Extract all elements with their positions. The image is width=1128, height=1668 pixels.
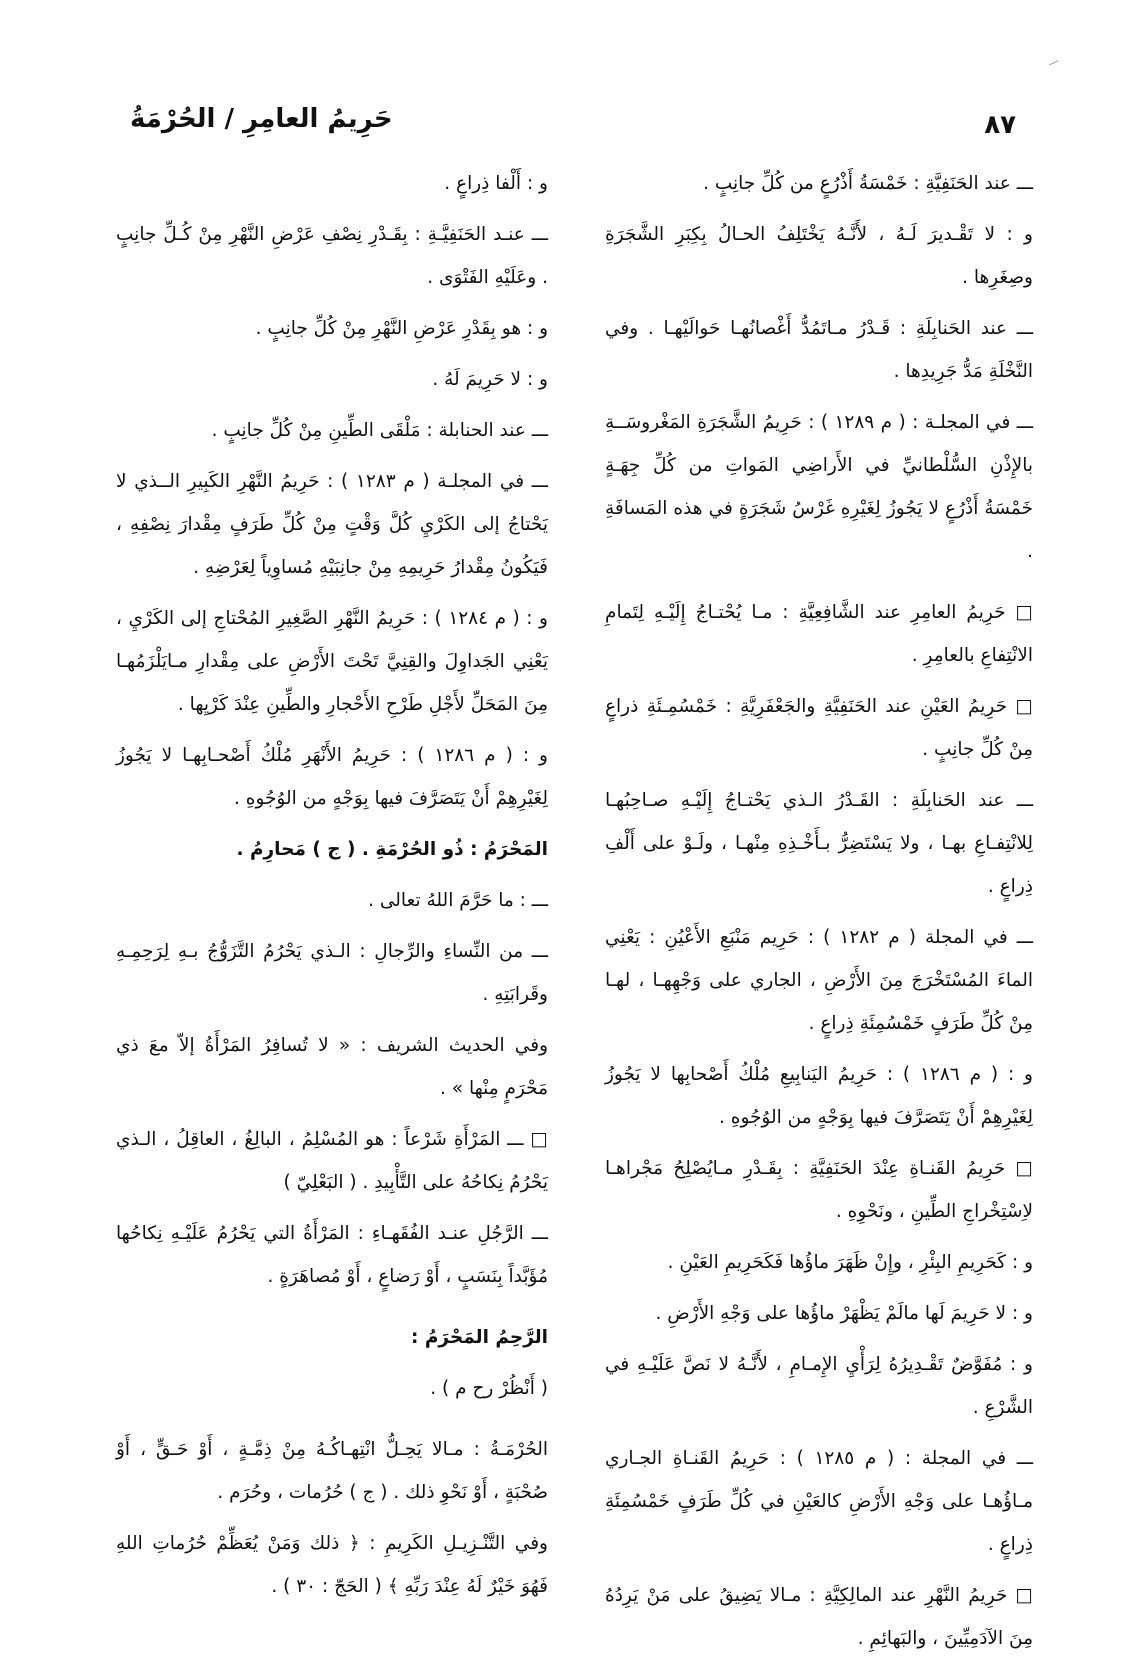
entry-line: ـــ عند الحَنابِلَةِ : القَـدْرُ الـذي يَحْتـاجُ إِلَيْـهِ صـاحِبُهـا لِلانْتِفـاعِ بهـا ، ولا يَسْتَضِرُّ بـأَخْـذِهِ مِنْهـا ، ولَـوْ على أَلْفِ ذِراعٍ . <box>605 790 1033 897</box>
entry-line: ـــ عنـد الحَنَفِيَّـةِ : بِقَـدْرِ نِصْفِ عَرْضِ النَّهْرِ مِنْ كُـلِّ جانِبٍ . وعَلَيْهِ الفَتْوَى . <box>116 224 548 288</box>
left-column <box>116 162 548 1616</box>
entry-line: ـــ من النِّساءِ والرِّجالِ : الـذي يَحْرُمُ التَّزَوُّجُ بـهِ لِرَحِمِـهِ وقَرابَتِهِ . <box>116 941 548 1005</box>
headword-mahram: المَحْرَمُ : ذُو الحُرْمَةِ . ( ج ) مَحارِمُ . <box>236 839 548 860</box>
entry-line: ـــ عند الحنابلة : مَلْقَى الطِّينِ مِنْ كُلِّ جانِبٍ . <box>211 420 548 441</box>
headword-entry: □ حَرِيمُ العَيْنِ عند الحَنَفِيَّةِ والجَعْفَرِيَّةِ : خَمْسُمِـئَةِ ذراعٍ مِنْ كُلِّ جانِبٍ . <box>605 696 1033 760</box>
entry-line: □ ـــ المَرْأَةِ شَرْعاً : هو المُسْلِمُ ، البالِغُ ، العاقِلُ ، الـذي يَحْرُمُ نِكاحُهُ على التَّأْبِيدِ . ( البَعْلِيّ ) <box>116 1129 548 1193</box>
headword-rahim-mahram: الرَّحِمُ المَحْرَمُ : <box>410 1327 548 1348</box>
entry-line: ـــ الرَّجُلِ عنـد الفُقَهـاءِ : المَرْأَةُ التي يَحْرُمُ عَلَيْـهِ نِكاحُها مُؤَبَّداً بِنَسَبٍ ، أَوْ رَضاعٍ ، أَوْ مُصاهَرَةٍ . <box>116 1223 548 1287</box>
entry-line: ـــ في المجلـة ( م ١٢٨٣ ) : حَرِيمُ النَّهْرِ الكَبِيرِ الــذي لا يَحْتاجُ إلى الكَرْيِ كُلَّ وَقْتٍ مِنْ كُلِّ طَرَفٍ مِقْدارَ نِصْفِهِ ، فَيَكُونُ مِقْدارُ حَرِيمِهِ مِنْ جانِبَيْهِ مُساوِياً لِعَرْضِهِ . <box>116 471 548 578</box>
entry-line: و : مُفَوَّضٌ تَقْـدِيرُهُ لِرَأْيِ الإِمـامِ ، لأَنَّـهُ لا نَصَّ عَلَيْـهِ في الشَّرْعِ . <box>605 1354 1033 1418</box>
entry-line: و : لا تَقْـديرَ لَـهُ ، لأَنَّـهُ يَخْتَلِفُ الحـالُ بِكِبَرِ الشَّجَرَةِ وصِغَرِها . <box>605 224 1033 288</box>
headword-entry: □ حَرِيمُ القَنـاةِ عِنْدَ الحَنَفِيَّةِ : بِقَـدْرِ مـايُصْلِحُ مَجْراهـا لاِسْتِخْراجِ الطِّينِ ، ونَحْوِهِ . <box>605 1158 1033 1222</box>
cross-reference: ( أَنْظُرْ رح م ) . <box>430 1378 548 1399</box>
entry-line: و : لا حَرِيمَ لَها مالَمْ يَظْهَرْ ماؤُها على وَجْهِ الأَرْضِ . <box>655 1303 1033 1324</box>
entry-line: ـــ في المجلة ( م ١٢٨٢ ) : حَرِيم مَنْبَعِ الأَعْيُنِ : يَعْنِي الماءَ المُسْتَخْرَجَ مِنَ الأَرْضِ ، الجاري على وَجْهِهـا ، لهـا مِنْ كُلِّ طَرَفٍ خَمْسُمِئَةِ ذِراعٍ . <box>605 927 1033 1034</box>
quran-quote: وفي التَّنْـزِيـلِ الكَرِيمِ : ﴿ ذلك وَمَنْ يُعَظِّمْ حُرُماتِ اللهِ فَهُوَ خَيْرٌ لَهُ عِنْدَ رَبِّهِ ﴾ ( الحَجّ : ٣٠ ) . <box>116 1533 548 1597</box>
entry-line: ـــ عند الحَنابِلَةِ : قَـدْرُ مـاتَمُدُّ أَغْصانُهـا حَوالَيْهـا . وفي النَّخْلَةِ مَدُّ جَرِيدِها . <box>605 318 1033 382</box>
hadith-quote: وفي الحديث الشريف : « لا تُسافِرُ المَرْأَةُ إلاّ معَ ذي مَحْرَمٍ مِنْها » . <box>116 1035 548 1099</box>
entry-line: و : أَلْفا ذِراعٍ . <box>444 173 548 194</box>
page-number: ٨٧ <box>984 110 1016 140</box>
entry-line: ـــ عند الحَنَفِيَّةِ : خَمْسَةُ أَذْرُعٍ من كُلِّ جانِبٍ . <box>703 173 1033 194</box>
entry-line: ـــ : ما حَرَّمَ اللهُ تعالى . <box>368 890 548 911</box>
entry-line: ـــ في المجلة : ( م ١٢٨٥ ) : حَرِيمُ القَنـاةِ الجـاري مـاؤُهـا على وَجْهِ الأَرْضِ كالعَيْنِ في كُلِّ طَرَفٍ خَمْسُمِئَةِ ذِراعٍ . <box>605 1448 1033 1555</box>
right-column <box>605 162 1033 1668</box>
headword-entry: □ حَرِيمُ النَّهْرِ عند المالِكِيَّةِ : مـالا يَضِيقُ على مَنْ يَرِدُهُ مِنَ الآدَمِيِّينَ ، والبَهائِمِ . <box>605 1585 1033 1649</box>
entry-line: ـــ في المجلـة : ( م ١٢٨٩ ) : حَرِيمُ الشَّجَرَةِ المَغْروسَــةِ بالإِذْنِ السُّلْطانيِّ في الأَراضِي المَواتِ من كُلِّ جِهَـةٍ خَمْسَةُ أَذْرُعٍ لا يَجُوزُ لِغَيْرِهِ غَرْسُ شَجَرَةٍ في هذه المَسافَةِ . <box>605 412 1033 562</box>
entry-line: و : ( م ١٢٨٦ ) : حَرِيمُ اليَنابِيعِ مُلْكُ أَصْحابِها لا يَجُوزُ لِغَيْرِهِمْ أَنْ يَتَصَرَّفَ فيها بِوَجْهٍ من الوُجُوهِ . <box>605 1064 1033 1128</box>
headword-hurma: الحُرْمَـةُ : مـالا يَحِـلُّ انْتِهـاكُـهُ مِنْ ذِمَّـةٍ ، أَوْ حَـقٍّ ، أَوْ صُحْبَةٍ ، أَوْ نَحْوِ ذلك . ( ج ) حُرُمات ، وحُرَم . <box>116 1439 548 1503</box>
entry-line: و : لا حَرِيمَ لَهُ . <box>432 369 548 390</box>
entry-line: و : هو بِقَدْرِ عَرْضِ النَّهْرِ مِنْ كُلِّ جانِبٍ . <box>255 318 548 339</box>
headword-entry: □ حَرِيمُ العامِرِ عند الشَّافِعِيَّةِ : مـا يُحْتـاجُ إِلَيْـهِ لِتَمامِ الانْتِفاعِ بالعامِرِ . <box>605 602 1033 666</box>
scan-mark <box>1049 60 1061 71</box>
running-header: حَرِيمُ العامِرِ / الحُرْمَةُ <box>130 104 393 134</box>
entry-line: و : ( م ١٢٨٤ ) : حَرِيمُ النَّهْرِ الصَّغِيرِ المُحْتاجِ إلى الكَرْيِ ، يَعْنِي الجَداوِلَ والقِنِيَّ تَحْتَ الأَرْضِ على مِقْدارِ مـايَلْزَمُهـا مِنَ المَحَلِّ لأَجْلِ طَرْحِ الأَحْجارِ والطِّينِ عِنْدَ كَرْيِها . <box>116 608 548 715</box>
entry-line: و : ( م ١٢٨٦ ) : حَرِيمُ الأَنْهَرِ مُلْكُ أَصْحـابِهـا لا يَجُوزُ لِغَيْرِهِمْ أَنْ يَتَصَرَّفَ فيها بِوَجْهٍ من الوُجُوهِ . <box>116 745 548 809</box>
entry-line: و : كَحَرِيمِ البِئْرِ ، وإِنْ ظَهَرَ ماؤُها فَكَحَرِيمِ العَيْنِ . <box>667 1252 1033 1273</box>
